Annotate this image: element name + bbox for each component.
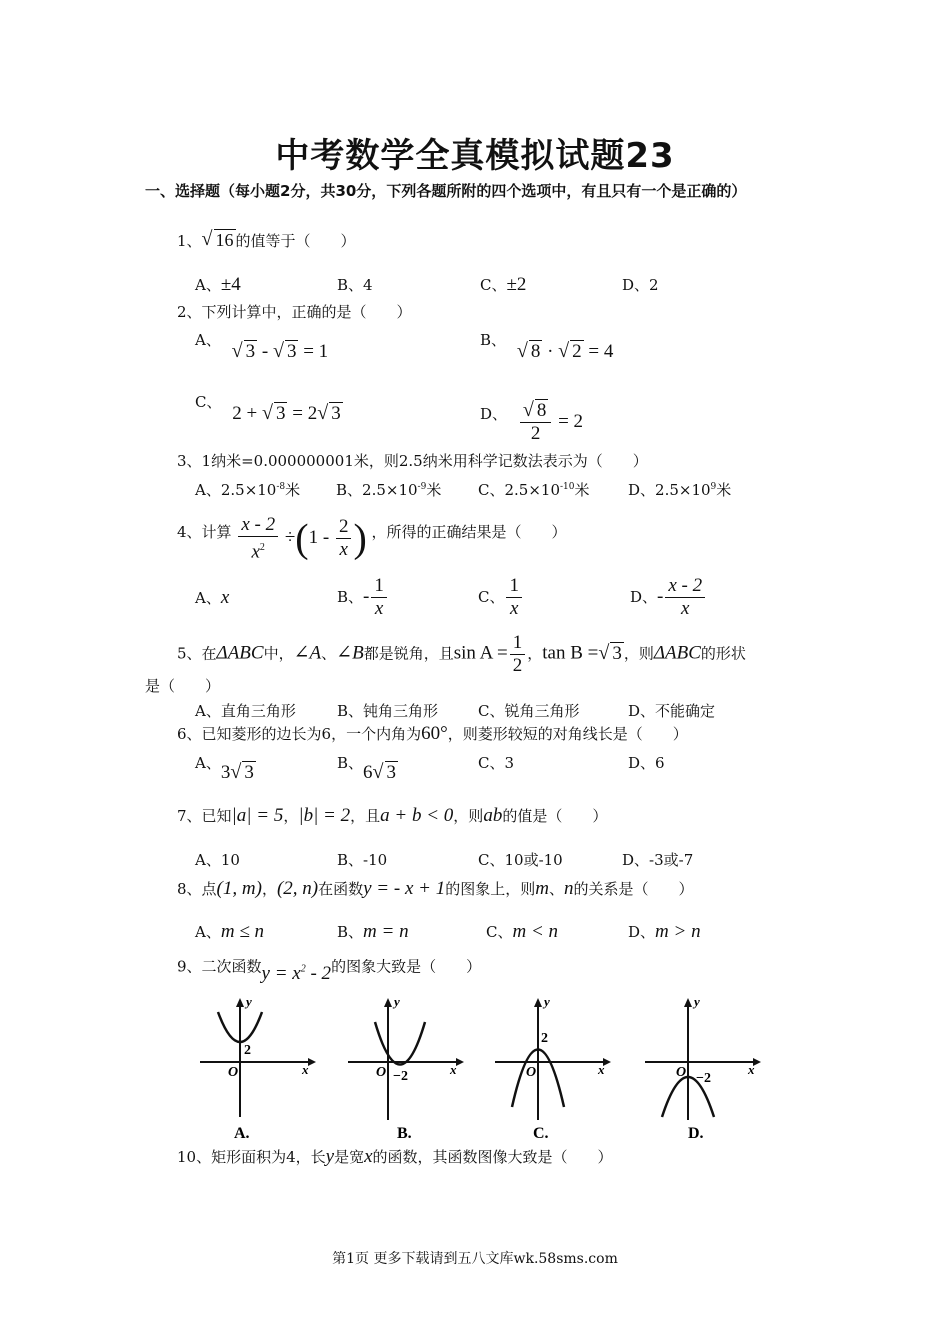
q5-option-a: A、直角三角形 <box>195 702 296 720</box>
graph-d <box>645 994 761 1142</box>
q4-option-c: C、 $\frac{1}{x}$ <box>478 575 524 620</box>
question-6: 6、已知菱形的边长为6，一个内角为60°，则菱形较短的对角线长是（ ） <box>177 723 688 744</box>
graph-b-mark: −2 <box>393 1069 408 1084</box>
graph-a-mark: 2 <box>244 1043 251 1058</box>
q2-option-b: B、 √ 8 · √ 2 = 4 <box>480 331 614 362</box>
q6-option-a: A、3 √ 3 <box>195 754 254 783</box>
graph-a-x-label: x <box>302 1062 309 1077</box>
q6-option-b: B、6 √ 3 <box>337 754 397 783</box>
graph-a-origin: O <box>228 1065 239 1080</box>
q3-option-a: A、$2.5\times 10^{-8}$米 <box>195 481 301 499</box>
q7-option-c: C、10或-10 <box>478 851 563 869</box>
q9-graphs <box>190 992 770 1144</box>
graph-d-label: D. <box>688 1125 704 1142</box>
q1-option-b: B、4 <box>337 276 373 294</box>
q2-option-c: C、 2 + √ 3 = 2 √ 3 <box>195 393 341 424</box>
q3-option-d: D、$2.5\times 10^9$米 <box>628 481 732 499</box>
q2-option-d: D、 √ 8 2 = 2 <box>480 399 584 444</box>
graph-a-label: A. <box>234 1125 250 1142</box>
graph-d-y-label: y <box>694 994 700 1009</box>
q8-option-d: D、m > n <box>628 921 701 942</box>
page-title: 中考数学全真模拟试题23 <box>275 136 675 176</box>
q4-option-b: B、- $\frac{1}{x}$ <box>337 575 389 620</box>
sqrt-expression: √ 16 <box>201 228 234 250</box>
page-footer: 第1页 更多下载请到五八文库wk.58sms.com <box>332 1251 618 1267</box>
q7-option-b: B、-10 <box>337 851 388 869</box>
graph-d-x-label: x <box>748 1062 755 1077</box>
q5-option-b: B、钝角三角形 <box>337 702 439 720</box>
q2-option-a: A、 √ 3 - √ 3 = 1 <box>195 331 329 362</box>
graph-a <box>200 994 316 1142</box>
question-5: 5、在ΔABC中，∠A、∠B都是锐角，且sin A = $\frac{1}{2}$ ，tan B = √ 3 ，则ΔABC的形状 <box>177 632 746 676</box>
q6-option-d: D、6 <box>628 754 665 772</box>
graph-c <box>495 994 611 1142</box>
question-5-cont: 是（ ） <box>145 677 221 695</box>
graph-c-x-label: x <box>598 1062 605 1077</box>
q5-option-d: D、不能确定 <box>628 702 716 720</box>
q8-option-c: C、m < n <box>486 921 559 942</box>
q4-option-d: D、- $\frac{x - 2}{x}$ <box>630 575 707 620</box>
q5-option-c: C、锐角三角形 <box>478 702 580 720</box>
graph-c-origin: O <box>526 1065 537 1080</box>
graph-b-y-label: y <box>394 994 400 1009</box>
question-4: 4、计算 $\frac{x - 2}{x^2}$ ÷(1 - $\frac{2}{x}$ ) ，所得的正确结果是（ ） <box>177 514 567 563</box>
question-2: 2、下列计算中，正确的是（ ） <box>177 303 412 321</box>
graph-c-mark: 2 <box>541 1031 548 1046</box>
q1-option-d: D、2 <box>622 276 659 294</box>
graph-b-x-label: x <box>450 1062 457 1077</box>
question-10: 10、矩形面积为4，长y是宽x的函数，其函数图像大致是（ ） <box>177 1146 613 1167</box>
q7-option-d: D、-3或-7 <box>622 851 694 869</box>
question-8: 8、点(1, m)，(2, n)在函数y = - x + 1的图象上，则m、n的关系是（ ） <box>177 878 694 899</box>
q4-option-a: A、x <box>195 587 230 608</box>
graph-d-origin: O <box>676 1065 687 1080</box>
q8-option-b: B、m = n <box>337 921 409 942</box>
q8-option-a: A、m ≤ n <box>195 921 264 942</box>
graph-c-label: C. <box>533 1125 549 1142</box>
q3-option-c: C、$2.5\times 10^{-10}$米 <box>478 481 590 499</box>
graph-c-y-label: y <box>544 994 550 1009</box>
question-7: 7、已知|a| = 5，|b| = 2，且a + b < 0，则ab的值是（ ） <box>177 805 608 826</box>
graph-b <box>348 994 464 1142</box>
graph-a-y-label: y <box>246 994 252 1009</box>
question-9: 9、二次函数$y = x^2 - 2$的图象大致是（ ） <box>177 957 482 985</box>
q1-option-c: C、±2 <box>480 274 527 295</box>
question-1: 1、 √ 16 的值等于（ ） <box>177 228 356 250</box>
graph-d-mark: −2 <box>696 1071 711 1086</box>
q7-option-a: A、10 <box>195 851 240 869</box>
question-3: 3、1纳米=0.000000001米，则2.5纳米用科学记数法表示为（ ） <box>177 452 648 470</box>
graph-b-label: B. <box>397 1125 412 1142</box>
q1-option-a: A、±4 <box>195 274 241 295</box>
section-heading: 一、选择题（每小题2分，共30分，下列各题所附的四个选项中，有且只有一个是正确的） <box>145 182 747 200</box>
q3-option-b: B、$2.5\times 10^{-9}$米 <box>336 481 442 499</box>
q6-option-c: C、3 <box>478 754 515 772</box>
graph-b-origin: O <box>376 1065 387 1080</box>
